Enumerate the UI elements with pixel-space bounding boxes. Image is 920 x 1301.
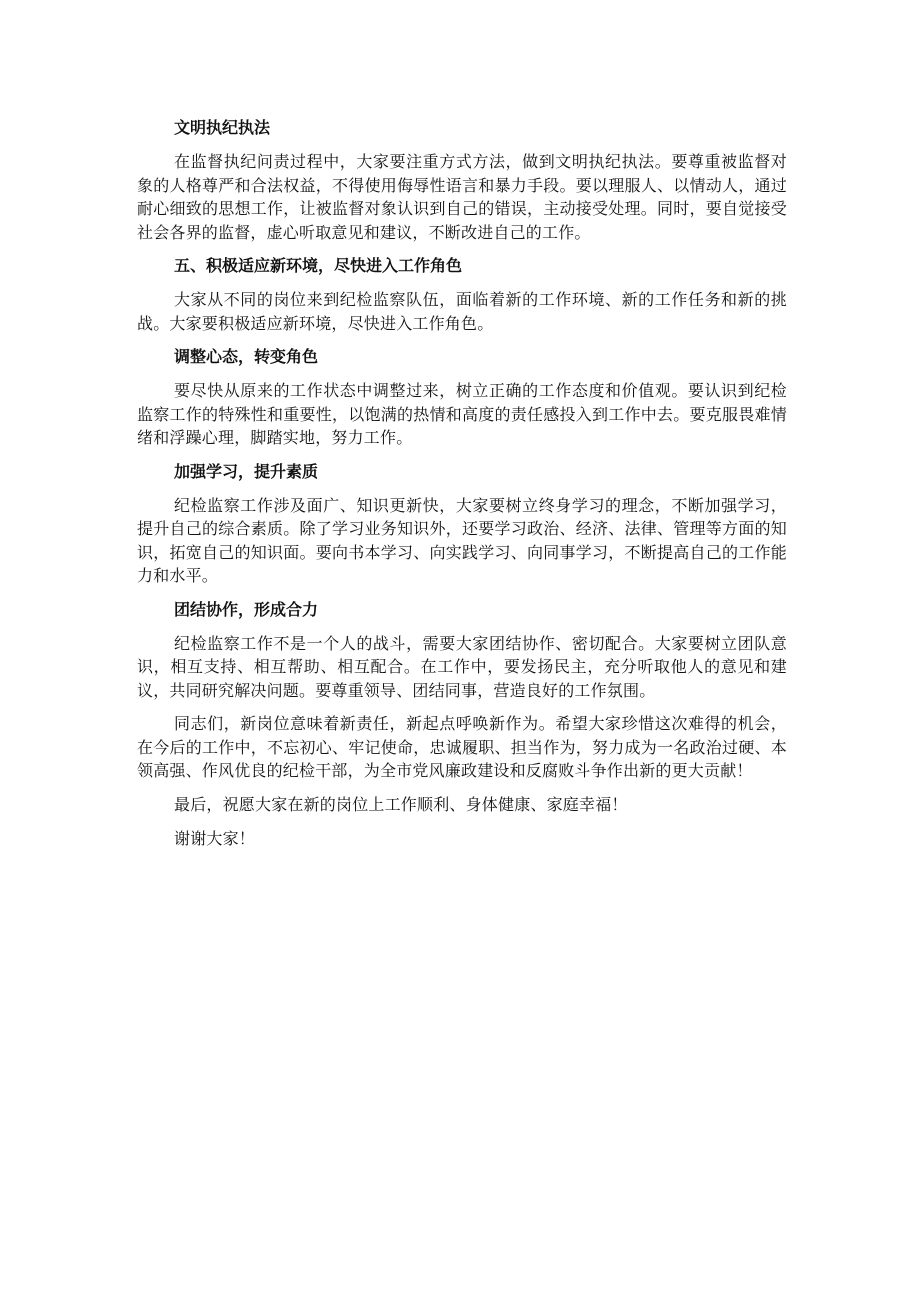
body-paragraph: 大家从不同的岗位来到纪检监察队伍，面临着新的工作环境、新的工作任务和新的挑战。大家要积极适应新环境，尽快进入工作角色。: [137, 290, 787, 333]
body-paragraph: 要尽快从原来的工作状态中调整过来，树立正确的工作态度和价值观。要认识到纪检监察工作的特殊性和重要性，以饱满的热情和高度的责任感投入到工作中去。要克服畏难情绪和浮躁心理，脚踏实地，努力工作。: [137, 381, 787, 447]
section-heading: 五、积极适应新环境，尽快进入工作角色: [174, 256, 463, 275]
section-heading: 调整心态，转变角色: [174, 347, 319, 366]
document-body: [137, 116, 787, 862]
closing-thanks: 谢谢大家！: [174, 829, 256, 848]
section-heading: 加强学习，提升素质: [174, 461, 319, 481]
body-paragraph: 纪检监察工作涉及面广、知识更新快，大家要树立终身学习的理念，不断加强学习，提升自己的综合素质。除了学习业务知识外，还要学习政治、经济、法律、管理等方面的知识，拓宽自己的知识面。要向书本学习、向实践学习、向同事学习，不断提高自己的工作能力和水平。: [137, 495, 787, 585]
section-heading: 文明执纪执法: [174, 118, 271, 137]
closing-paragraph: 同志们，新岗位意味着新责任，新起点呼唤新作为。希望大家珍惜这次难得的机会，在今后的工作中，不忘初心、牢记使命，忠诚履职、担当作为，努力成为一名政治过硬、本领高强、作风优良的纪检干部，为全市党风廉政建设和反腐败斗争作出新的更大贡献！: [137, 714, 787, 780]
body-paragraph: 纪检监察工作不是一个人的战斗，需要大家团结协作、密切配合。大家要树立团队意识，相互支持、相互帮助、相互配合。在工作中，要发扬民主，充分听取他人的意见和建议，共同研究解决问题。要尊重领导、团结同事，营造良好的工作氛围。: [137, 633, 787, 700]
section-heading: 团结协作，形成合力: [174, 599, 319, 619]
body-paragraph: 在监督执纪问责过程中，大家要注重方式方法，做到文明执纪执法。要尊重被监督对象的人格尊严和合法权益，不得使用侮辱性语言和暴力手段。要以理服人、以情动人，通过耐心细致的思想工作，让被监督对象认识到自己的错误，主动接受处理。同时，要自觉接受社会各界的监督，虚心听取意见和建议，不断改进自己的工作。: [137, 152, 787, 242]
closing-wish: 最后，祝愿大家在新的岗位上工作顺利、身体健康、家庭幸福！: [174, 794, 628, 814]
